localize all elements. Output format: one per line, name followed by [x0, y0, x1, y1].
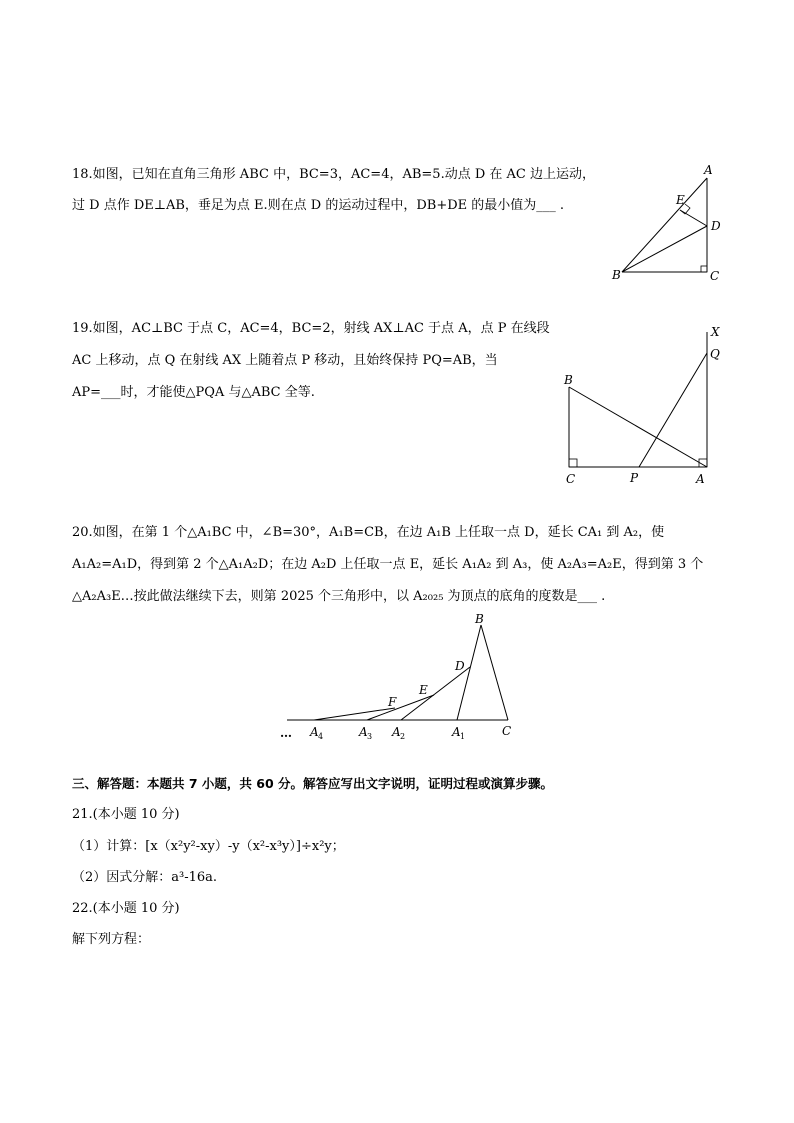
q20-label-e: E [419, 683, 428, 697]
q20-line-2: A₁A₂=A₁D，得到第 2 个△A₁A₂D；在边 A₂D 上任取一点 E，延长 A₁A₂ 到 A₃，使 A₂A₃=A₂E，得到第 3 个 [72, 557, 704, 572]
q20-sub-2: 2 [400, 732, 406, 741]
q22-instruction: 解下列方程： [72, 932, 151, 947]
section-3-heading: 三、解答题：本题共 7 小题，共 60 分。解答应写出文字说明，证明过程或演算步骤。 [72, 776, 554, 791]
q20-label-d: D [455, 659, 465, 673]
q19-line-2: AC 上移动，点 Q 在射线 AX 上随着点 P 移动，且始终保持 PQ=AB，当 [72, 353, 498, 368]
q19-line-3: AP=___时，才能使△PQA 与△ABC 全等. [72, 385, 315, 400]
q19-label-q: Q [710, 347, 720, 361]
q20-label-a4: A [310, 725, 319, 739]
q20-line-3: △A₂A₃E…按此做法继续下去，则第 2025 个三角形中，以 A₂₀₂₅ 为顶点的底角的度数是___ . [72, 589, 606, 604]
q21-title: 21.(本小题 10 分) [72, 807, 180, 822]
q18-label-e: E [676, 193, 685, 207]
q18-label-b: B [612, 268, 621, 282]
q20-sub-1: 1 [460, 732, 466, 741]
q18-line-2: 过 D 点作 DE⊥AB，垂足为点 E.则在点 D 的运动过程中，DB+DE 的最小值为___ . [72, 198, 565, 213]
q19-label-x: X [711, 325, 720, 339]
q18-line-1: 18.如图，已知在直角三角形 ABC 中，BC=3，AC=4，AB=5.动点 D 在 AC 边上运动， [72, 167, 595, 182]
q19-figure [555, 320, 730, 492]
q20-label-dots: … [280, 726, 292, 740]
q19-line-1: 19.如图，AC⊥BC 于点 C，AC=4，BC=2，射线 AX⊥AC 于点 A，点 P 在线段 [72, 321, 550, 336]
q21-part-2: （2）因式分解：a³-16a. [72, 870, 218, 885]
q18-label-c: C [710, 269, 720, 283]
q20-line-1: 20.如图，在第 1 个△A₁BC 中，∠B=30°，A₁B=CB，在边 A₁B 上任取一点 D，延长 CA₁ 到 A₂，使 [72, 525, 665, 540]
q20-label-a1: A [452, 725, 461, 739]
q19-label-a: A [696, 472, 705, 486]
q20-sub-4: 4 [318, 732, 324, 741]
q19-label-c: C [566, 472, 576, 486]
q18-label-d: D [711, 219, 721, 233]
q20-figure [270, 608, 530, 743]
q19-label-b: B [564, 373, 573, 387]
q20-label-f: F [388, 695, 397, 709]
q20-label-a2: A [392, 725, 401, 739]
q21-part-1: （1）计算：[x（x²y²-xy）-y（x²-x³y）]÷x²y； [72, 839, 345, 854]
q19-label-p: P [630, 471, 639, 485]
q20-label-b: B [475, 612, 484, 626]
q20-label-a3: A [359, 725, 368, 739]
q20-label-c: C [502, 724, 512, 738]
q18-figure [610, 160, 730, 285]
q22-title: 22.(本小题 10 分) [72, 901, 180, 916]
q18-label-a: A [704, 163, 713, 177]
q20-sub-3: 3 [367, 732, 373, 741]
